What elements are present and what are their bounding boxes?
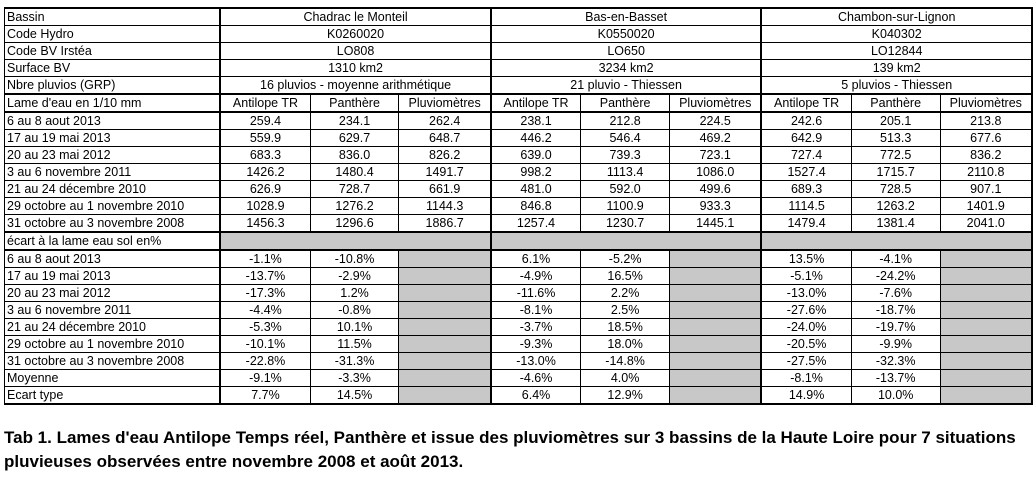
column-header: Antilope TR [220,94,310,112]
value-cell: 907.1 [940,181,1032,198]
value-cell: 727.4 [761,147,851,164]
lame-header-row [5,94,1033,112]
value-cell: -13.0% [761,285,851,302]
header-value: K0260020 [220,26,491,43]
value-cell: 14.9% [761,387,851,405]
value-cell: 1114.5 [761,198,851,215]
ecart-row [5,319,1033,336]
gray-cell [940,250,1032,268]
value-cell: -31.3% [310,353,399,370]
value-cell: -8.1% [761,370,851,387]
gray-cell [940,370,1032,387]
value-cell: 846.8 [491,198,581,215]
gray-cell [940,302,1032,319]
value-cell: 1086.0 [670,164,762,181]
header-value: LO12844 [761,43,1032,60]
header-value: Chambon-sur-Lignon [761,8,1032,26]
value-cell: 242.6 [761,112,851,130]
gray-cell [670,285,762,302]
value-cell: 629.7 [310,130,399,147]
value-cell: 1230.7 [581,215,670,233]
value-cell: 11.5% [310,336,399,353]
value-cell: -4.1% [851,250,940,268]
row-label: 20 au 23 mai 2012 [5,147,221,164]
header-value: 139 km2 [761,60,1032,77]
row-label: Code BV Irstéa [5,43,221,60]
row-label: 21 au 24 décembre 2010 [5,181,221,198]
header-value: 1310 km2 [220,60,491,77]
value-cell: -18.7% [851,302,940,319]
value-cell: -8.1% [491,302,581,319]
column-header: Antilope TR [761,94,851,112]
ecart-row [5,336,1033,353]
value-cell: -27.5% [761,353,851,370]
value-cell: -14.8% [581,353,670,370]
gray-cell [670,336,762,353]
header-value: 5 pluvios - Thiessen [761,77,1032,95]
value-cell: 1028.9 [220,198,310,215]
header-row-surface [5,60,1033,77]
row-label: 29 octobre au 1 novembre 2010 [5,336,221,353]
value-cell: 513.3 [851,130,940,147]
value-cell: -19.7% [851,319,940,336]
gray-cell [670,370,762,387]
value-cell: -3.7% [491,319,581,336]
value-cell: 18.0% [581,336,670,353]
value-cell: -3.3% [310,370,399,387]
value-cell: -22.8% [220,353,310,370]
value-cell: 1527.4 [761,164,851,181]
row-label: Moyenne [5,370,221,387]
gray-cell [670,353,762,370]
gray-cell [940,387,1032,405]
value-cell: 728.7 [310,181,399,198]
value-cell: 559.9 [220,130,310,147]
value-cell: 661.9 [399,181,491,198]
lame-row [5,112,1033,130]
column-header: Pluviomètres [399,94,491,112]
value-cell: 13.5% [761,250,851,268]
gray-cell [399,370,491,387]
value-cell: 1381.4 [851,215,940,233]
gray-cell [670,302,762,319]
gray-cell [940,268,1032,285]
header-value: K0550020 [491,26,762,43]
value-cell: 212.8 [581,112,670,130]
value-cell: 1456.3 [220,215,310,233]
row-label: 6 au 8 aout 2013 [5,112,221,130]
value-cell: 1401.9 [940,198,1032,215]
ecart-header-row [5,232,1033,250]
ecart-row [5,268,1033,285]
gray-cell [940,285,1032,302]
value-cell: 1276.2 [310,198,399,215]
header-value: K040302 [761,26,1032,43]
value-cell: 10.0% [851,387,940,405]
value-cell: -32.3% [851,353,940,370]
value-cell: 1715.7 [851,164,940,181]
gray-cell [670,387,762,405]
data-table [4,7,1033,405]
row-label: 21 au 24 décembre 2010 [5,319,221,336]
value-cell: -4.4% [220,302,310,319]
row-label: 3 au 6 novembre 2011 [5,164,221,181]
value-cell: 739.3 [581,147,670,164]
column-header: Panthère [851,94,940,112]
value-cell: -2.9% [310,268,399,285]
value-cell: -24.2% [851,268,940,285]
value-cell: -4.9% [491,268,581,285]
value-cell: -13.7% [851,370,940,387]
row-label: 3 au 6 novembre 2011 [5,302,221,319]
row-label: 17 au 19 mai 2013 [5,268,221,285]
row-label: 31 octobre au 3 novembre 2008 [5,353,221,370]
value-cell: 259.4 [220,112,310,130]
header-value: Chadrac le Monteil [220,8,491,26]
header-value: LO650 [491,43,762,60]
value-cell: 6.1% [491,250,581,268]
value-cell: 772.5 [851,147,940,164]
value-cell: 639.0 [491,147,581,164]
header-row-pluvios [5,77,1033,95]
row-label: Surface BV [5,60,221,77]
header-value: 16 pluvios - moyenne arithmétique [220,77,491,95]
value-cell: -5.3% [220,319,310,336]
header-value: Bas-en-Basset [491,8,762,26]
lame-row [5,164,1033,181]
value-cell: 7.7% [220,387,310,405]
value-cell: 213.8 [940,112,1032,130]
header-row-code_hydro [5,26,1033,43]
value-cell: 481.0 [491,181,581,198]
value-cell: 1445.1 [670,215,762,233]
gray-cell [940,336,1032,353]
value-cell: 234.1 [310,112,399,130]
row-label: Bassin [5,8,221,26]
header-value: 3234 km2 [491,60,762,77]
ecart-row [5,387,1033,405]
ecart-row [5,250,1033,268]
value-cell: -1.1% [220,250,310,268]
lame-row [5,147,1033,164]
gray-band [761,232,1032,250]
gray-cell [940,353,1032,370]
value-cell: -13.0% [491,353,581,370]
ecart-row [5,353,1033,370]
value-cell: 4.0% [581,370,670,387]
value-cell: 1296.6 [310,215,399,233]
header-row-bassin [5,8,1033,26]
value-cell: -10.8% [310,250,399,268]
value-cell: 826.2 [399,147,491,164]
value-cell: 836.2 [940,147,1032,164]
value-cell: -9.3% [491,336,581,353]
gray-cell [399,319,491,336]
value-cell: 6.4% [491,387,581,405]
row-label: 31 octobre au 3 novembre 2008 [5,215,221,233]
value-cell: 2.2% [581,285,670,302]
ecart-row [5,370,1033,387]
value-cell: 2.5% [581,302,670,319]
column-header: Pluviomètres [940,94,1032,112]
value-cell: 648.7 [399,130,491,147]
ecart-row [5,285,1033,302]
value-cell: 728.5 [851,181,940,198]
value-cell: 10.1% [310,319,399,336]
value-cell: 238.1 [491,112,581,130]
value-cell: 1886.7 [399,215,491,233]
row-label: 17 au 19 mai 2013 [5,130,221,147]
value-cell: 546.4 [581,130,670,147]
value-cell: 2041.0 [940,215,1032,233]
lame-row [5,215,1033,233]
value-cell: 262.4 [399,112,491,130]
value-cell: 1263.2 [851,198,940,215]
value-cell: 1144.3 [399,198,491,215]
value-cell: 1479.4 [761,215,851,233]
value-cell: 16.5% [581,268,670,285]
value-cell: 1113.4 [581,164,670,181]
value-cell: 642.9 [761,130,851,147]
value-cell: 446.2 [491,130,581,147]
value-cell: 723.1 [670,147,762,164]
gray-cell [399,285,491,302]
value-cell: 2110.8 [940,164,1032,181]
value-cell: 677.6 [940,130,1032,147]
value-cell: -10.1% [220,336,310,353]
value-cell: 836.0 [310,147,399,164]
value-cell: 469.2 [670,130,762,147]
row-label: 29 octobre au 1 novembre 2010 [5,198,221,215]
column-header: Antilope TR [491,94,581,112]
row-label: Nbre pluvios (GRP) [5,77,221,95]
column-header: Panthère [310,94,399,112]
header-value: 21 pluvio - Thiessen [491,77,762,95]
value-cell: 1491.7 [399,164,491,181]
lame-row [5,130,1033,147]
value-cell: 592.0 [581,181,670,198]
value-cell: -9.1% [220,370,310,387]
row-label: Code Hydro [5,26,221,43]
gray-cell [399,336,491,353]
value-cell: 224.5 [670,112,762,130]
value-cell: 1.2% [310,285,399,302]
gray-band [491,232,762,250]
value-cell: 205.1 [851,112,940,130]
value-cell: 683.3 [220,147,310,164]
value-cell: 998.2 [491,164,581,181]
section-label: Lame d'eau en 1/10 mm [5,94,221,112]
gray-cell [670,319,762,336]
value-cell: -11.6% [491,285,581,302]
value-cell: -13.7% [220,268,310,285]
value-cell: 1257.4 [491,215,581,233]
row-label: Ecart type [5,387,221,405]
value-cell: 1480.4 [310,164,399,181]
gray-cell [399,268,491,285]
gray-band [220,232,491,250]
gray-cell [670,250,762,268]
gray-cell [399,302,491,319]
value-cell: 1426.2 [220,164,310,181]
value-cell: -27.6% [761,302,851,319]
value-cell: -17.3% [220,285,310,302]
row-label: 20 au 23 mai 2012 [5,285,221,302]
section-label: écart à la lame eau sol en% [5,232,221,250]
header-value: LO808 [220,43,491,60]
value-cell: -5.2% [581,250,670,268]
lame-row [5,198,1033,215]
gray-cell [399,250,491,268]
value-cell: 933.3 [670,198,762,215]
table-caption: Tab 1. Lames d'eau Antilope Temps réel, Panthère et issue des pluviomètres sur 3 bassins de la Haute Loire pour 7 situations pluvieuses observées entre novembre 2008 et août 2013. [4,428,1016,471]
value-cell: -7.6% [851,285,940,302]
value-cell: -0.8% [310,302,399,319]
gray-cell [399,387,491,405]
value-cell: -9.9% [851,336,940,353]
header-row-code_bv [5,43,1033,60]
gray-cell [940,319,1032,336]
value-cell: 18.5% [581,319,670,336]
value-cell: -24.0% [761,319,851,336]
value-cell: 12.9% [581,387,670,405]
value-cell: 626.9 [220,181,310,198]
gray-cell [670,268,762,285]
value-cell: -5.1% [761,268,851,285]
value-cell: -4.6% [491,370,581,387]
value-cell: 1100.9 [581,198,670,215]
ecart-row [5,302,1033,319]
row-label: 6 au 8 aout 2013 [5,250,221,268]
value-cell: 689.3 [761,181,851,198]
value-cell: 14.5% [310,387,399,405]
column-header: Pluviomètres [670,94,762,112]
value-cell: -20.5% [761,336,851,353]
column-header: Panthère [581,94,670,112]
gray-cell [399,353,491,370]
value-cell: 499.6 [670,181,762,198]
lame-row [5,181,1033,198]
